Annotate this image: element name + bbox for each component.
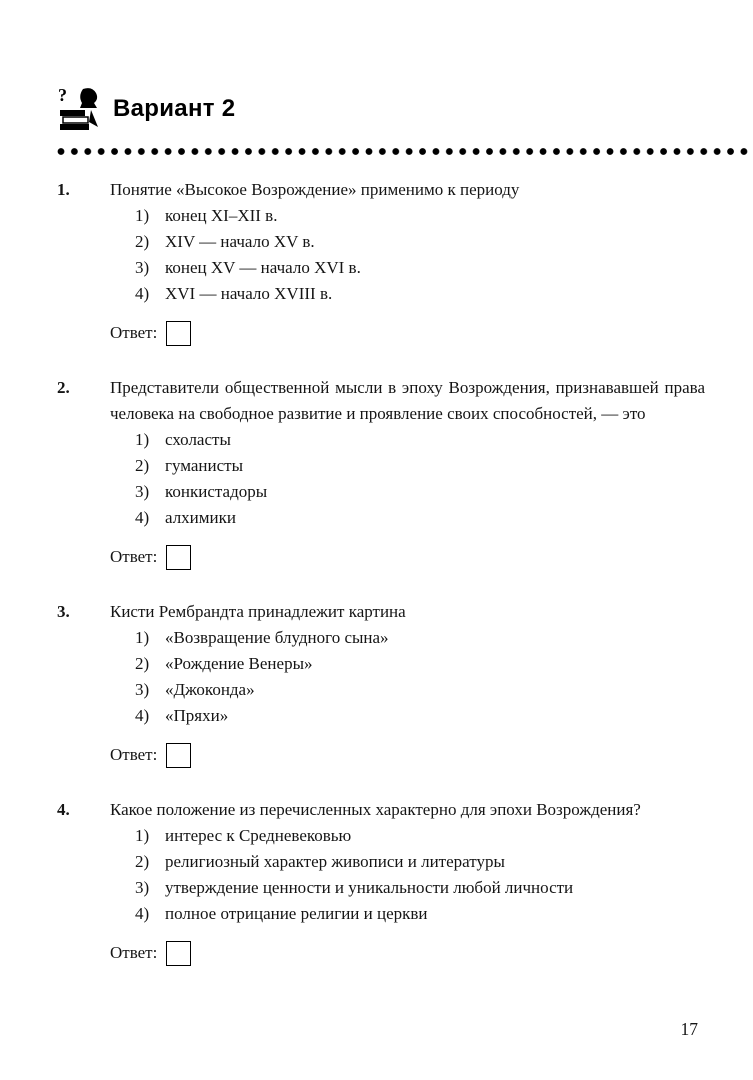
option-text: «Рождение Венеры» [165,654,313,673]
quiz-stamp-icon [57,86,101,132]
option-item [135,427,705,453]
option-item [135,823,705,849]
option-number: 2) [135,654,150,673]
variant-title: Вариант 2 [113,95,236,122]
question-text: Понятие «Высокое Возрождение» применимо к периоду [110,180,520,199]
option-text: алхимики [165,508,236,527]
option-text: XIV — начало XV в. [165,232,315,251]
options-list [135,823,705,927]
option-number: 4) [135,706,150,725]
answer-row [110,543,705,571]
dotted-separator [57,147,748,156]
option-text: «Возвращение блудного сына» [165,628,389,647]
option-number: 3) [135,878,150,897]
variant-header [57,86,705,132]
option-text: «Джоконда» [165,680,255,699]
option-number: 1) [135,430,150,449]
option-number: 1) [135,628,150,647]
option-number: 4) [135,508,150,527]
option-number: 2) [135,456,150,475]
option-item [135,255,705,281]
option-item [135,703,705,729]
options-list [135,625,705,729]
question-number: 4. [57,800,70,819]
option-text: XVI — начало XVIII в. [165,284,333,303]
option-item [135,505,705,531]
option-text: конец XV — начало XVI в. [165,258,361,277]
option-item [135,281,705,307]
option-number: 3) [135,482,150,501]
option-text: интерес к Средневековью [165,826,352,845]
option-item [135,229,705,255]
question-4 [57,797,705,967]
question-1 [57,177,705,347]
option-item [135,203,705,229]
option-item [135,849,705,875]
option-number: 2) [135,232,150,251]
page-number: 17 [680,1019,698,1039]
svg-text:?: ? [58,86,67,105]
option-text: гуманисты [165,456,244,475]
option-number: 4) [135,284,150,303]
question-text: Кисти Рембрандта принадлежит картина [110,602,406,621]
option-item [135,901,705,927]
answer-box[interactable] [166,545,191,570]
answer-row [110,319,705,347]
answer-box[interactable] [166,321,191,346]
option-text: схоласты [165,430,231,449]
question-text: Представители общественной мысли в эпоху Возрождения, признававшей права человека на свободное развитие и проявление своих способностей, — это [110,378,705,423]
option-item [135,677,705,703]
answer-row [110,939,705,967]
answer-label: Ответ: [110,323,158,342]
option-item [135,453,705,479]
option-number: 3) [135,258,150,277]
answer-row [110,741,705,769]
option-text: утверждение ценности и уникальности любой личности [165,878,574,897]
option-text: «Пряхи» [165,706,229,725]
question-number: 2. [57,378,70,397]
answer-label: Ответ: [110,547,158,566]
option-number: 1) [135,826,150,845]
option-item [135,479,705,505]
option-text: религиозный характер живописи и литературы [165,852,505,871]
answer-label: Ответ: [110,745,158,764]
option-text: конкистадоры [165,482,268,501]
question-3 [57,599,705,769]
option-item [135,651,705,677]
option-number: 2) [135,852,150,871]
options-list [135,427,705,531]
option-text: полное отрицание религии и церкви [165,904,428,923]
option-item [135,625,705,651]
option-number: 1) [135,206,150,225]
option-number: 3) [135,680,150,699]
option-number: 4) [135,904,150,923]
answer-box[interactable] [166,743,191,768]
option-item [135,875,705,901]
option-text: конец XI–XII в. [165,206,278,225]
question-text: Какое положение из перечисленных характерно для эпохи Возрождения? [110,800,641,819]
questions-list [57,177,705,967]
answer-box[interactable] [166,941,191,966]
question-2 [57,375,705,571]
options-list [135,203,705,307]
answer-label: Ответ: [110,943,158,962]
question-number: 3. [57,602,70,621]
question-number: 1. [57,180,70,199]
